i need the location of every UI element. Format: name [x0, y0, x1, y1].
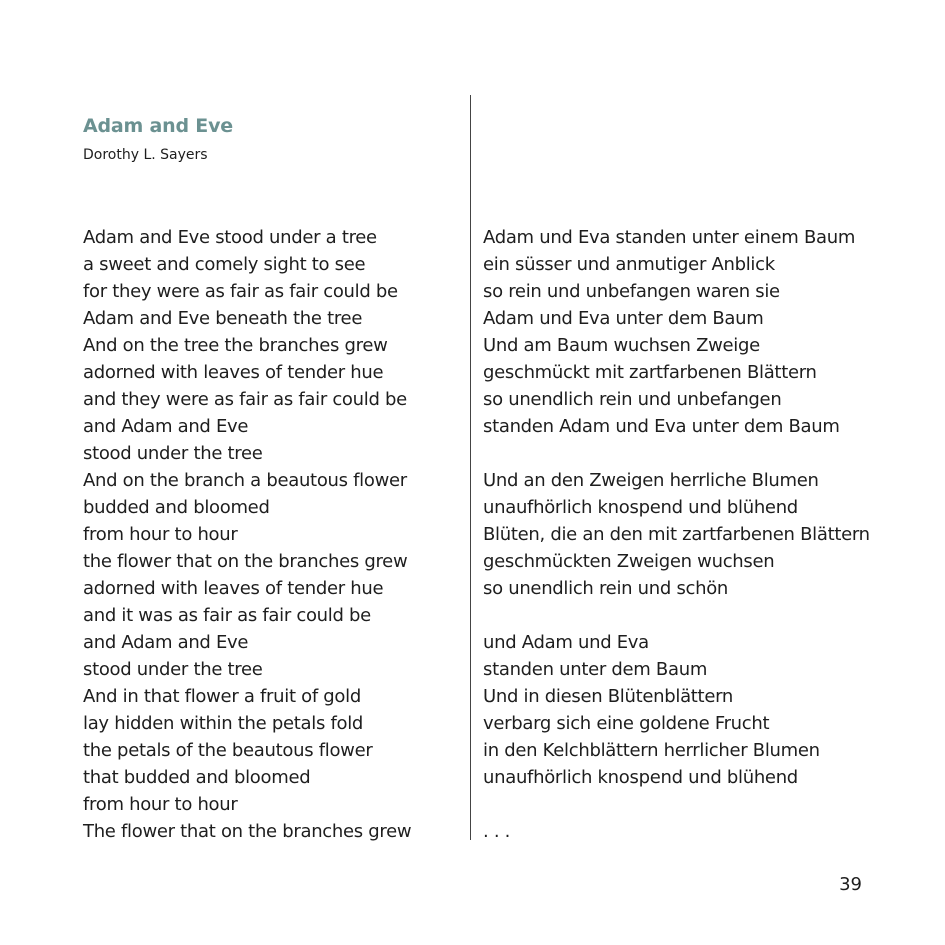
german-poem-line — [483, 791, 870, 818]
english-poem-line: lay hidden within the petals fold — [83, 713, 364, 734]
english-poem-line: Adam and Eve stood under a tree — [83, 227, 377, 248]
english-poem-line: and Adam and Eve — [83, 416, 249, 437]
english-poem-line: from hour to hour — [83, 524, 238, 545]
english-poem-line: the petals of the beautous flower — [83, 740, 373, 761]
german-poem-line — [483, 440, 870, 467]
german-poem-line: verbarg sich eine goldene Frucht — [483, 713, 770, 734]
german-poem-line: Adam und Eva unter dem Baum — [483, 308, 764, 329]
english-poem-line: and it was as fair as fair could be — [83, 605, 371, 626]
english-poem-line: from hour to hour — [83, 794, 238, 815]
german-poem-line: so unendlich rein und schön — [483, 578, 729, 599]
english-poem-line: and they were as fair as fair could be — [83, 389, 407, 410]
german-poem-line — [483, 602, 870, 629]
german-poem-line: Und am Baum wuchsen Zweige — [483, 335, 760, 356]
english-poem-line: a sweet and comely sight to see — [83, 254, 366, 275]
german-poem-line: Adam und Eva standen unter einem Baum — [483, 227, 856, 248]
german-poem-line: . . . — [483, 821, 511, 842]
page-number: 39 — [839, 874, 862, 895]
german-poem-line: in den Kelchblättern herrlicher Blumen — [483, 740, 820, 761]
english-poem-line: adorned with leaves of tender hue — [83, 578, 384, 599]
german-poem-line: unaufhörlich knospend und blühend — [483, 767, 798, 788]
english-poem-line: stood under the tree — [83, 443, 263, 464]
german-poem-column — [483, 224, 870, 845]
english-poem-line: And on the branch a beautous flower — [83, 470, 407, 491]
column-divider — [470, 95, 471, 840]
english-poem-line: Adam and Eve beneath the tree — [83, 308, 363, 329]
english-poem-line: that budded and bloomed — [83, 767, 311, 788]
german-poem-line: unaufhörlich knospend und blühend — [483, 497, 798, 518]
english-poem-line: the flower that on the branches grew — [83, 551, 408, 572]
german-poem-line: Blüten, die an den mit zartfarbenen Blättern — [483, 524, 870, 545]
english-poem-line: adorned with leaves of tender hue — [83, 362, 384, 383]
german-poem-line: geschmückt mit zartfarbenen Blättern — [483, 362, 817, 383]
german-poem-line: Und in diesen Blütenblättern — [483, 686, 733, 707]
german-poem-line: so unendlich rein und unbefangen — [483, 389, 782, 410]
english-poem-line: for they were as fair as fair could be — [83, 281, 398, 302]
german-poem-line: ein süsser und anmutiger Anblick — [483, 254, 775, 275]
english-poem-line: and Adam and Eve — [83, 632, 249, 653]
english-poem-line: stood under the tree — [83, 659, 263, 680]
poem-title: Adam and Eve — [83, 115, 233, 137]
german-poem-line: Und an den Zweigen herrliche Blumen — [483, 470, 819, 491]
english-poem-line: budded and bloomed — [83, 497, 270, 518]
english-poem-column — [83, 224, 411, 845]
german-poem-line: und Adam und Eva — [483, 632, 649, 653]
english-poem-line: And in that flower a fruit of gold — [83, 686, 361, 707]
poem-author: Dorothy L. Sayers — [83, 147, 208, 163]
german-poem-line: geschmückten Zweigen wuchsen — [483, 551, 775, 572]
german-poem-line: standen Adam und Eva unter dem Baum — [483, 416, 840, 437]
english-poem-line: And on the tree the branches grew — [83, 335, 388, 356]
english-poem-line: The flower that on the branches grew — [83, 821, 412, 842]
german-poem-line: standen unter dem Baum — [483, 659, 708, 680]
german-poem-line: so rein und unbefangen waren sie — [483, 281, 780, 302]
